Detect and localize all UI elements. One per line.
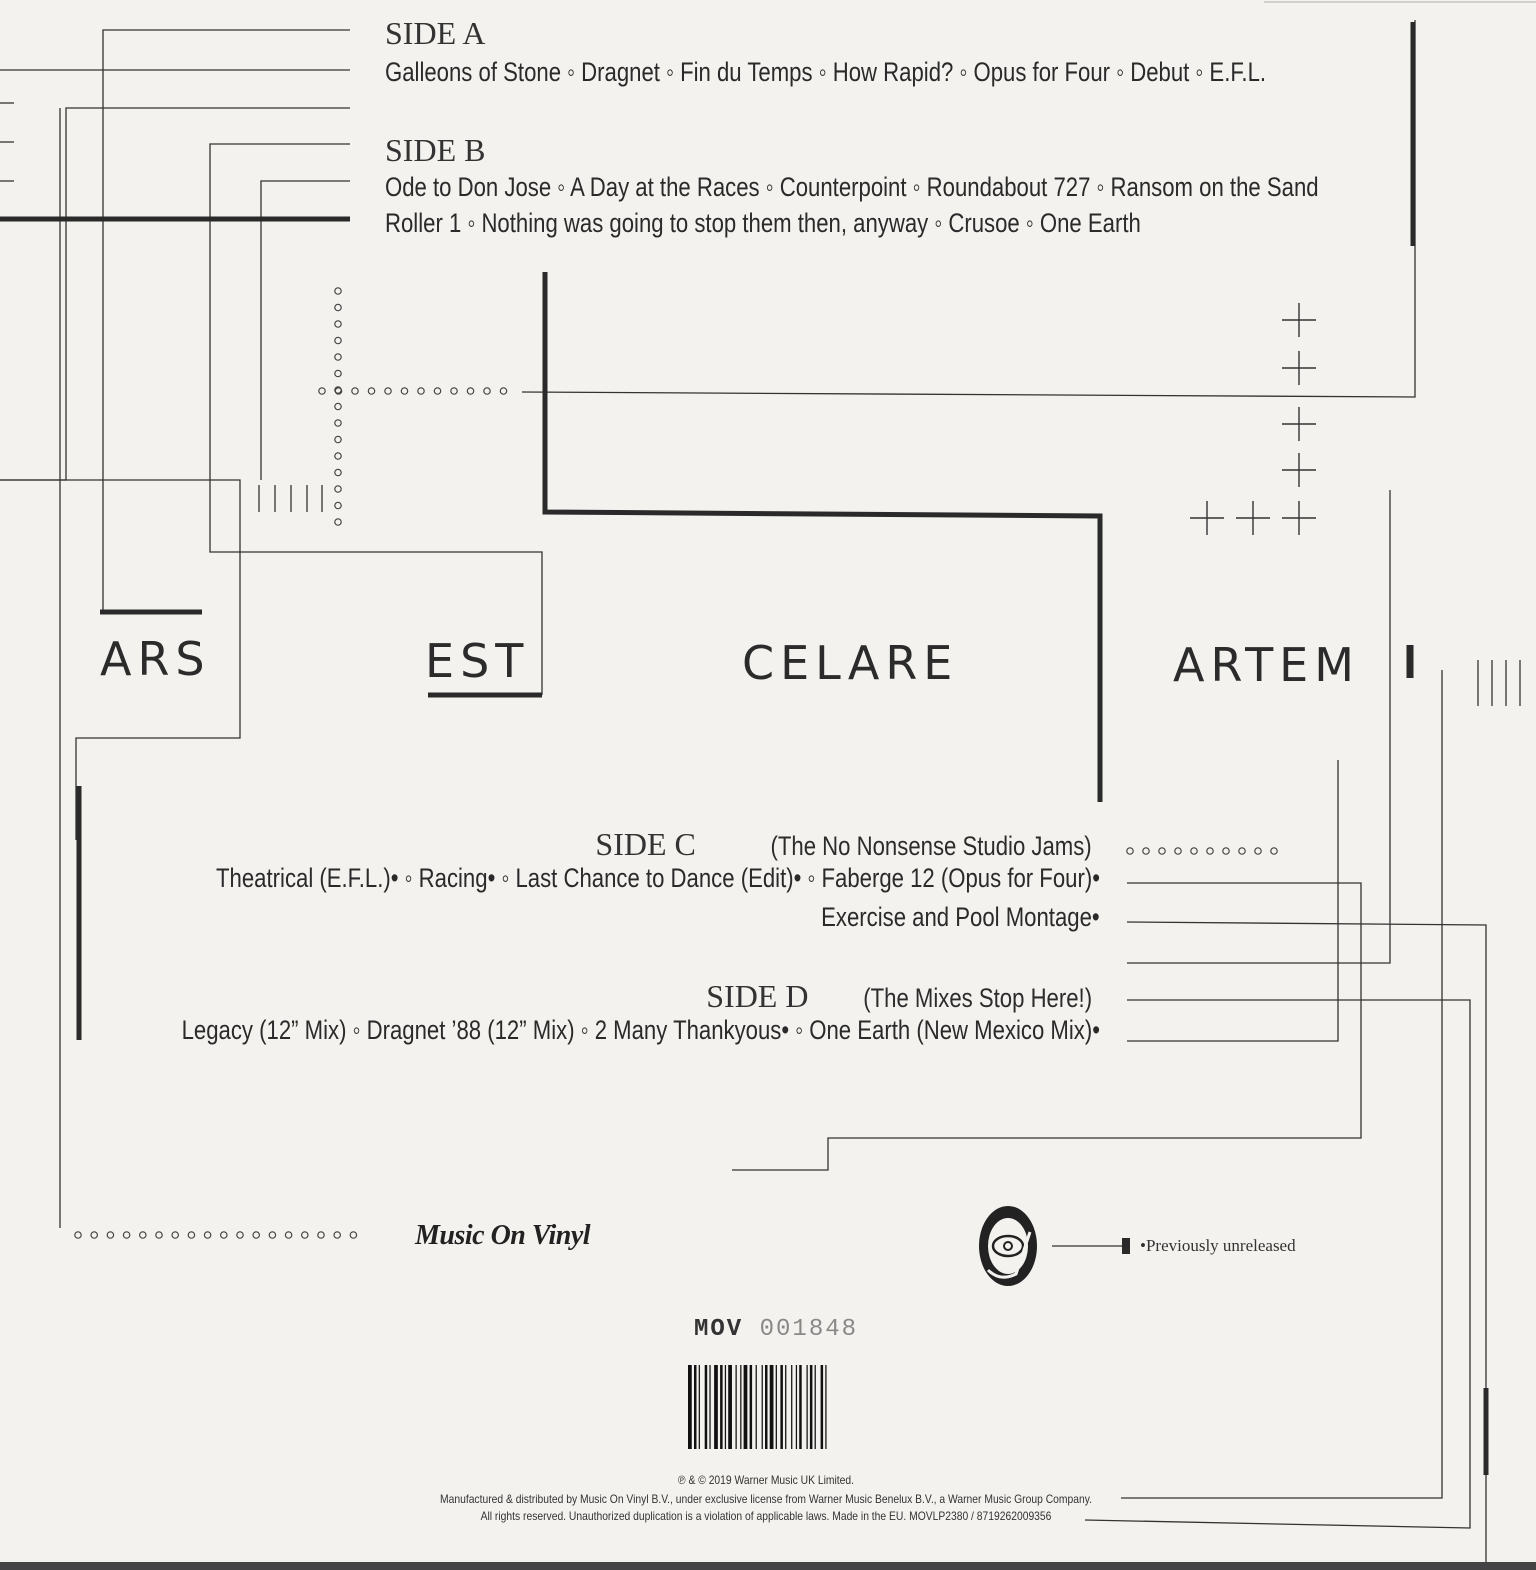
dot	[1255, 848, 1261, 854]
dot	[1207, 848, 1213, 854]
motto-word-celare: CELARE	[742, 636, 959, 690]
dot	[302, 1232, 308, 1238]
dot	[335, 436, 341, 442]
dot	[335, 370, 341, 376]
dot	[484, 388, 490, 394]
dot	[401, 388, 407, 394]
catalog-number	[694, 1316, 858, 1343]
dot	[188, 1232, 194, 1238]
dot	[1175, 848, 1181, 854]
dot	[1191, 848, 1197, 854]
dot	[237, 1232, 243, 1238]
barcode-bar	[694, 1365, 697, 1449]
barcode-bar	[744, 1365, 748, 1449]
manufactured-line: Manufactured & distributed by Music On Vinyl B.V., under exclusive license from Warner Music Benelux B.V., a Warner Music Group Company.	[440, 1492, 1092, 1506]
barcode-bar	[810, 1365, 813, 1449]
barcode-bar	[825, 1365, 826, 1449]
barcode-bar	[705, 1365, 708, 1449]
dot	[335, 502, 341, 508]
barcode-bar	[807, 1365, 808, 1449]
dot	[285, 1232, 291, 1238]
side-c-heading-row	[595, 828, 1092, 862]
dot	[335, 304, 341, 310]
barcode-bar	[688, 1365, 692, 1449]
previously-unreleased-note: •Previously unreleased	[1140, 1236, 1296, 1255]
dot	[1143, 848, 1149, 854]
dot	[334, 1232, 340, 1238]
barcode-bar	[728, 1365, 732, 1449]
dot	[156, 1232, 162, 1238]
dot	[1271, 848, 1277, 854]
barcode-bar	[740, 1365, 741, 1449]
dot	[269, 1232, 275, 1238]
dot	[467, 388, 473, 394]
barcode-bar	[765, 1365, 768, 1449]
side-c-tracks-line1: Theatrical (E.F.L.)• ◦ Racing• ◦ Last Chance to Dance (Edit)• ◦ Faberge 12 (Opus for Four)•	[216, 863, 1100, 893]
side-d-tracks-line1: Legacy (12” Mix) ◦ Dragnet ’88 (12” Mix) ◦ 2 Many Thankyous• ◦ One Earth (New Mexico Mix)•	[181, 1015, 1100, 1045]
dot	[335, 486, 341, 492]
barcode-bar	[725, 1365, 726, 1449]
dot	[335, 519, 341, 525]
barcode-bar	[785, 1365, 786, 1449]
side-b-heading: SIDE B	[385, 132, 486, 168]
music-on-vinyl-logo: Music On Vinyl	[415, 1220, 591, 1251]
barcode-bar	[776, 1365, 777, 1449]
dot	[75, 1232, 81, 1238]
dot	[1223, 848, 1229, 854]
dot	[172, 1232, 178, 1238]
dot	[385, 388, 391, 394]
side-b-tracks-line1: Ode to Don Jose ◦ A Day at the Races ◦ Counterpoint ◦ Roundabout 727 ◦ Ransom on the Sand	[385, 172, 1319, 202]
barcode-bar	[762, 1365, 763, 1449]
catalog-prefix: MOV	[694, 1316, 744, 1343]
dot	[335, 453, 341, 459]
side-a-tracks: Galleons of Stone ◦ Dragnet ◦ Fin du Temps ◦ How Rapid? ◦ Opus for Four ◦ Debut ◦ E.F.L.	[385, 57, 1267, 87]
dot	[368, 388, 374, 394]
barcode-bar	[699, 1365, 700, 1449]
dot	[221, 1232, 227, 1238]
side-d-heading: SIDE D	[706, 978, 809, 1014]
dot	[91, 1232, 97, 1238]
barcode-bar	[756, 1365, 757, 1449]
dot	[335, 403, 341, 409]
dot	[123, 1232, 129, 1238]
side-d-subtitle: (The Mixes Stop Here!)	[863, 983, 1092, 1013]
barcode-icon	[688, 1365, 827, 1449]
barcode-bar	[815, 1365, 816, 1449]
dot	[335, 337, 341, 343]
dot	[418, 388, 424, 394]
side-a-heading: SIDE A	[385, 15, 486, 51]
dot	[318, 1232, 324, 1238]
dot	[204, 1232, 210, 1238]
barcode-bar	[709, 1365, 710, 1449]
dot	[335, 288, 341, 294]
barcode-bar	[796, 1365, 797, 1449]
dot	[352, 388, 358, 394]
side-c-heading: SIDE C	[595, 826, 696, 862]
dot	[335, 321, 341, 327]
barcode-bar	[791, 1365, 792, 1449]
eye-circle-logo-icon	[979, 1206, 1037, 1286]
side-b-tracks-line2: Roller 1 ◦ Nothing was going to stop them then, anyway ◦ Crusoe ◦ One Earth	[385, 208, 1141, 238]
barcode-bar	[736, 1365, 737, 1449]
barcode-bar	[821, 1365, 824, 1449]
dot	[451, 388, 457, 394]
dot	[434, 388, 440, 394]
dot	[500, 388, 506, 394]
guide-line-ars	[103, 30, 350, 612]
dot	[107, 1232, 113, 1238]
dot	[140, 1232, 146, 1238]
dot	[350, 1232, 356, 1238]
barcode-bar	[720, 1365, 723, 1449]
barcode-bar	[799, 1365, 802, 1449]
motto-word-artem: ARTEM	[1173, 638, 1360, 692]
barcode-bar	[780, 1365, 783, 1449]
dot	[335, 469, 341, 475]
side-c-tracks-line2: Exercise and Pool Montage•	[821, 902, 1100, 932]
dot	[1239, 848, 1245, 854]
barcode-bar	[714, 1365, 718, 1449]
dot	[335, 354, 341, 360]
dot	[1159, 848, 1165, 854]
side-d-heading-row	[706, 980, 1092, 1014]
dot	[335, 420, 341, 426]
dot	[253, 1232, 259, 1238]
barcode-bar	[770, 1365, 774, 1449]
motto-word-ars: ARS	[100, 632, 211, 686]
barcode-bar	[750, 1365, 753, 1449]
dot	[1127, 848, 1133, 854]
motto-word-est: EST	[425, 634, 530, 688]
dot	[319, 388, 325, 394]
catalog-digits: 001848	[759, 1316, 859, 1343]
copyright-line: ℗ & © 2019 Warner Music UK Limited.	[677, 1473, 854, 1487]
rights-line: All rights reserved. Unauthorized duplication is a violation of applicable laws. Made in the EU. MOVLP2380 / 8719262009356	[480, 1509, 1052, 1523]
side-c-subtitle: (The No Nonsense Studio Jams)	[770, 831, 1092, 861]
